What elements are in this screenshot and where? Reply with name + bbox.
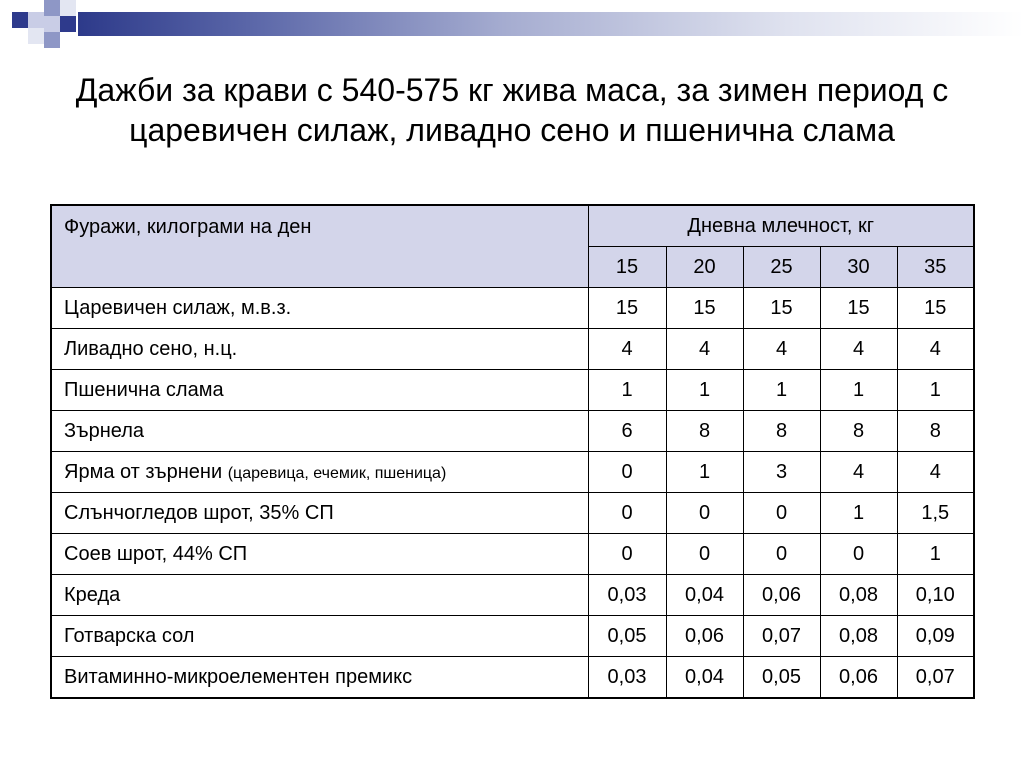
decor-square — [44, 32, 60, 48]
amount-cell: 1 — [666, 452, 743, 493]
table-row — [51, 493, 974, 534]
amount-cell: 0,07 — [743, 616, 820, 657]
feed-name-cell — [51, 370, 588, 411]
table-row — [51, 288, 974, 329]
decor-square — [44, 0, 60, 16]
table-row — [51, 452, 974, 493]
decor-square — [44, 16, 60, 32]
feed-name-cell — [51, 657, 588, 699]
amount-cell: 4 — [820, 329, 897, 370]
amount-cell: 1 — [588, 370, 666, 411]
decor-square — [12, 12, 28, 28]
yield-column-header: Дневна млечност, кг — [588, 205, 974, 247]
amount-cell: 4 — [588, 329, 666, 370]
amount-cell: 0,04 — [666, 575, 743, 616]
ration-table-container — [50, 204, 975, 699]
feed-name-cell — [51, 329, 588, 370]
amount-cell: 0 — [743, 534, 820, 575]
amount-cell: 15 — [743, 288, 820, 329]
amount-cell: 4 — [743, 329, 820, 370]
table-row — [51, 575, 974, 616]
amount-cell: 0,03 — [588, 657, 666, 699]
amount-cell: 15 — [820, 288, 897, 329]
amount-cell: 1 — [820, 493, 897, 534]
amount-cell: 0,05 — [588, 616, 666, 657]
amount-cell: 8 — [743, 411, 820, 452]
decor-square — [60, 16, 76, 32]
amount-cell: 0,10 — [897, 575, 974, 616]
feed-name: Слънчогледов шрот, 35% СП — [64, 501, 334, 524]
yield-level-cell: 35 — [897, 247, 974, 288]
amount-cell: 0 — [820, 534, 897, 575]
decor-square — [28, 12, 44, 28]
amount-cell: 8 — [897, 411, 974, 452]
amount-cell: 1 — [666, 370, 743, 411]
table-row — [51, 616, 974, 657]
feed-name: Ливадно сено, н.ц. — [64, 337, 238, 360]
amount-cell: 0,06 — [666, 616, 743, 657]
amount-cell: 0,05 — [743, 657, 820, 699]
decor-square — [60, 0, 76, 16]
table-header-row — [51, 205, 974, 247]
yield-level-cell: 30 — [820, 247, 897, 288]
feed-name: Соев шрот, 44% СП — [64, 542, 248, 565]
amount-cell: 15 — [666, 288, 743, 329]
feed-name-cell — [51, 493, 588, 534]
amount-cell: 4 — [897, 452, 974, 493]
amount-cell: 15 — [588, 288, 666, 329]
gradient-strip — [78, 12, 1024, 36]
amount-cell: 1 — [897, 370, 974, 411]
table-row — [51, 657, 974, 699]
feed-name-cell — [51, 288, 588, 329]
amount-cell: 1,5 — [897, 493, 974, 534]
ration-table — [50, 204, 975, 699]
amount-cell: 0 — [588, 534, 666, 575]
feed-name: Зърнела — [64, 419, 144, 442]
amount-cell: 4 — [820, 452, 897, 493]
feed-name: Готварска сол — [64, 624, 195, 647]
amount-cell: 1 — [897, 534, 974, 575]
feed-name-cell — [51, 575, 588, 616]
amount-cell: 0 — [588, 493, 666, 534]
slide-title: Дажби за крави с 540-575 кг жива маса, за зимен период с царевичен силаж, ливадно сено и пшенична слама — [75, 72, 949, 148]
table-row — [51, 370, 974, 411]
feed-name-cell — [51, 616, 588, 657]
amount-cell: 1 — [743, 370, 820, 411]
amount-cell: 8 — [820, 411, 897, 452]
decor-square — [28, 28, 44, 44]
table-row — [51, 534, 974, 575]
feed-name: Царевичен силаж, м.в.з. — [64, 296, 292, 319]
amount-cell: 0 — [666, 493, 743, 534]
feed-name: Витаминно-микроелементен премикс — [64, 665, 413, 688]
yield-level-cell: 15 — [588, 247, 666, 288]
amount-cell: 0,09 — [897, 616, 974, 657]
amount-cell: 0 — [666, 534, 743, 575]
amount-cell: 4 — [897, 329, 974, 370]
amount-cell: 0,06 — [743, 575, 820, 616]
amount-cell: 0,07 — [897, 657, 974, 699]
amount-cell: 1 — [820, 370, 897, 411]
yield-level-cell: 25 — [743, 247, 820, 288]
yield-level-cell: 20 — [666, 247, 743, 288]
amount-cell: 0 — [588, 452, 666, 493]
amount-cell: 0,04 — [666, 657, 743, 699]
decorative-header-band — [0, 0, 1024, 50]
amount-cell: 0,08 — [820, 616, 897, 657]
amount-cell: 3 — [743, 452, 820, 493]
feed-name: Ярма от зърнени — [64, 460, 223, 483]
amount-cell: 6 — [588, 411, 666, 452]
amount-cell: 15 — [897, 288, 974, 329]
table-row — [51, 411, 974, 452]
feed-name: Пшенична слама — [64, 378, 224, 401]
feed-column-header: Фуражи, килограми на ден — [51, 205, 588, 288]
amount-cell: 4 — [666, 329, 743, 370]
amount-cell: 0,08 — [820, 575, 897, 616]
feed-name-cell — [51, 534, 588, 575]
feed-name-cell — [51, 452, 588, 493]
feed-name-cell — [51, 411, 588, 452]
amount-cell: 0 — [743, 493, 820, 534]
feed-name: Креда — [64, 583, 121, 606]
amount-cell: 0,03 — [588, 575, 666, 616]
amount-cell: 8 — [666, 411, 743, 452]
amount-cell: 0,06 — [820, 657, 897, 699]
table-row — [51, 329, 974, 370]
feed-note: (царевица, ечемик, пшеница) — [227, 464, 447, 482]
